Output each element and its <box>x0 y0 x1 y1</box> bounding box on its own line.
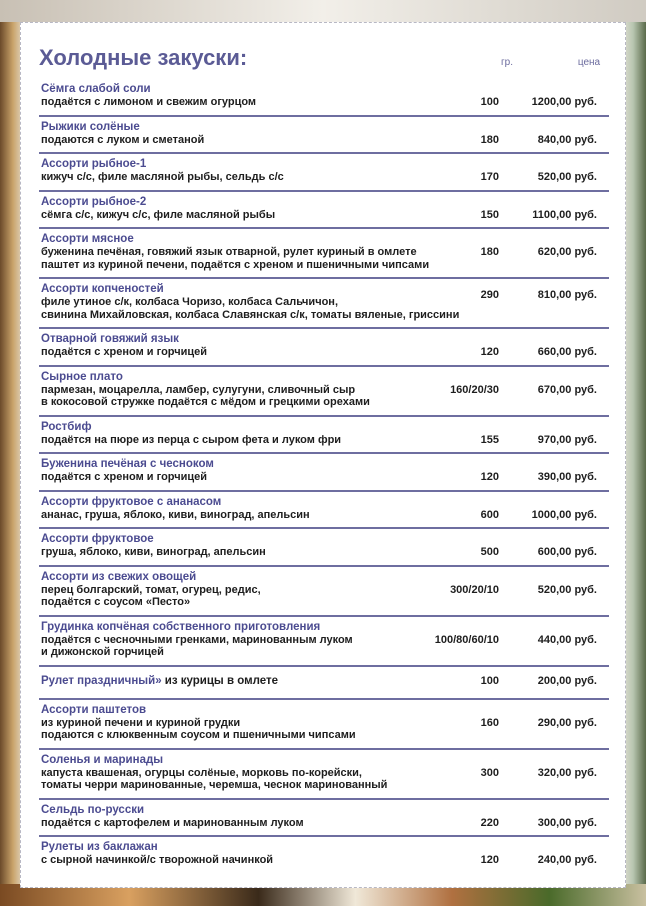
menu-item-weight: 300 <box>480 766 499 779</box>
menu-item-description: из куриной печени и куриной грудки <box>41 716 241 729</box>
menu-item <box>39 279 609 329</box>
menu-header <box>39 45 609 75</box>
menu-item-weight: 600 <box>480 508 499 521</box>
grams-column-header: гр. <box>501 57 513 68</box>
menu-item-price: 200,00 руб. <box>537 674 597 687</box>
price-column-header: цена <box>577 57 601 68</box>
menu-item-name: Ростбиф <box>41 420 92 433</box>
menu-item-weight: 155 <box>480 433 499 446</box>
menu-item <box>39 417 609 455</box>
menu-item-description: буженина печёная, говяжий язык отварной, рулет куриный в омлете <box>41 246 417 258</box>
menu-item-weight: 120 <box>480 346 499 358</box>
menu-item-weight: 180 <box>480 133 499 146</box>
menu-item-description: ананас, груша, яблоко, киви, виноград, апельсин <box>41 508 310 521</box>
menu-item <box>39 492 609 530</box>
menu-item-name: Рулеты из баклажан <box>41 841 158 853</box>
menu-item-description: филе утиное с/к, колбаса Чоризо, колбаса Сальчичон, <box>41 296 338 308</box>
menu-item-weight: 100/80/60/10 <box>434 633 499 646</box>
menu-item-weight: 120 <box>480 471 499 483</box>
menu-item-weight: 120 <box>480 854 499 866</box>
menu-item-description: подаётся с чесночными гренками, маринованным луком <box>41 633 353 646</box>
menu-item <box>39 529 609 567</box>
menu-item-price: 620,00 руб. <box>537 246 597 258</box>
menu-item-name: Ассорти рыбное-1 <box>41 158 147 170</box>
menu-item-description: капуста квашеная, огурцы солёные, морковь по-корейски, <box>41 766 362 779</box>
menu-item-name: Ассорти фруктовое с ананасом <box>41 495 222 508</box>
menu-item <box>39 154 609 192</box>
menu-item-description: паштет из куриной печени, подаётся с хреном и пшеничными чипсами <box>41 258 430 271</box>
menu-item-description: подаётся с соусом «Песто» <box>41 596 191 608</box>
menu-item <box>39 192 609 230</box>
menu-item-weight: 290 <box>480 289 499 301</box>
menu-item-price: 970,00 руб. <box>537 433 597 446</box>
menu-item-name: Сельдь по-русски <box>41 803 145 816</box>
menu-item-price: 240,00 руб. <box>537 854 597 866</box>
menu-item <box>39 367 609 417</box>
menu-item-name: Ассорти фруктовое <box>41 533 154 545</box>
menu-item-weight: 150 <box>480 208 499 221</box>
menu-item-weight: 500 <box>480 546 499 558</box>
menu-item <box>39 454 609 492</box>
menu-item <box>39 800 609 838</box>
menu-item-weight: 220 <box>480 816 499 829</box>
menu-item <box>39 79 609 117</box>
menu-item-name: Ассорти мясное <box>41 233 134 245</box>
menu-item-name: Буженина печёная с чесноком <box>41 458 214 470</box>
menu-item-weight: 300/20/10 <box>450 583 499 596</box>
menu-item-name: Сырное плато <box>41 370 123 383</box>
menu-item-description: подаются с луком и сметаной <box>41 133 205 146</box>
menu-item-price: 1100,00 руб. <box>532 208 597 221</box>
menu-item-weight: 180 <box>480 246 499 258</box>
menu-item-description: подаются с клюквенным соусом и пшеничными чипсами <box>41 729 356 741</box>
menu-item-description: томаты черри маринованные, черемша, чеснок маринованный <box>41 779 388 791</box>
menu-item-name: Ассорти из свежих овощей <box>41 570 197 583</box>
menu-item-description: пармезан, моцарелла, ламбер, сулугуни, сливочный сыр <box>41 383 356 396</box>
menu-item <box>39 229 609 279</box>
menu-page <box>20 22 626 888</box>
menu-item-weight: 100 <box>480 674 499 687</box>
menu-item-price: 670,00 руб. <box>537 383 597 396</box>
menu-item-description: подаётся с хреном и горчицей <box>41 471 208 483</box>
menu-item <box>39 117 609 155</box>
menu-item-description: подаётся с лимоном и свежим огурцом <box>41 96 257 108</box>
background-photo-top <box>0 0 646 22</box>
menu-item <box>39 567 609 617</box>
menu-item <box>39 617 609 667</box>
menu-item-name: Соленья и маринады <box>41 753 164 766</box>
menu-item-price: 290,00 руб. <box>537 716 597 729</box>
menu-item-description: груша, яблоко, киви, виноград, апельсин <box>41 546 266 558</box>
menu-item-name: Ассорти рыбное-2 <box>41 195 147 208</box>
menu-item-description: свинина Михайловская, колбаса Славянская с/к, томаты вяленые, гриссини <box>41 308 460 321</box>
menu-item-weight: 170 <box>480 171 499 183</box>
menu-item <box>39 700 609 750</box>
menu-item-description: кижуч с/с, филе масляной рыбы, сельдь с/с <box>41 171 284 183</box>
menu-item-description: с сырной начинкой/с творожной начинкой <box>41 854 274 866</box>
menu-item <box>39 837 609 873</box>
menu-item-price: 600,00 руб. <box>537 546 597 558</box>
menu-item-description: подаётся с картофелем и маринованным луком <box>41 816 304 829</box>
menu-item-description: сёмга с/с, кижуч с/с, филе масляной рыбы <box>41 208 276 221</box>
menu-item-weight: 160 <box>480 716 499 729</box>
menu-item-name: Ассорти паштетов <box>41 703 147 716</box>
menu-item-name-text: Рулет праздничный» <box>41 674 162 687</box>
menu-item-price: 660,00 руб. <box>537 346 597 358</box>
menu-item-price: 300,00 руб. <box>537 816 597 829</box>
menu-item <box>39 329 609 367</box>
menu-item-price: 320,00 руб. <box>537 766 597 779</box>
menu-item-name: Рыжики солёные <box>41 120 140 133</box>
menu-item-price: 1200,00 руб. <box>531 96 597 108</box>
menu-item-name: Сёмга слабой соли <box>41 83 151 95</box>
menu-item <box>39 750 609 800</box>
menu-item-weight: 160/20/30 <box>450 383 499 396</box>
menu-item-description: в кокосовой стружке подаётся с мёдом и грецкими орехами <box>41 396 370 408</box>
menu-item-description: подаётся на пюре из перца с сыром фета и луком фри <box>41 433 342 446</box>
menu-item-description: перец болгарский, томат, огурец, редис, <box>41 583 261 596</box>
menu-item-name <box>41 675 609 688</box>
menu-item-description: подаётся с хреном и горчицей <box>41 346 208 358</box>
menu-item-name: Отварной говяжий язык <box>41 333 179 345</box>
menu-item-price: 520,00 руб. <box>537 583 597 596</box>
menu-item-price: 1000,00 руб. <box>531 508 597 521</box>
section-title: Холодные закуски: <box>39 45 248 70</box>
menu-item-description: из курицы в омлете <box>161 674 279 687</box>
menu-item-price: 440,00 руб. <box>537 633 597 646</box>
menu-item-price: 840,00 руб. <box>537 133 597 146</box>
menu-list <box>39 79 609 873</box>
menu-item <box>39 667 609 700</box>
menu-item-price: 390,00 руб. <box>537 471 597 483</box>
menu-item-description: и дижонской горчицей <box>41 646 164 658</box>
menu-item-name: Грудинка копчёная собственного приготовления <box>41 620 321 633</box>
menu-item-price: 520,00 руб. <box>537 171 597 183</box>
menu-item-price: 810,00 руб. <box>537 289 597 301</box>
menu-item-weight: 100 <box>480 96 499 108</box>
menu-item-name: Ассорти копченостей <box>41 283 164 295</box>
